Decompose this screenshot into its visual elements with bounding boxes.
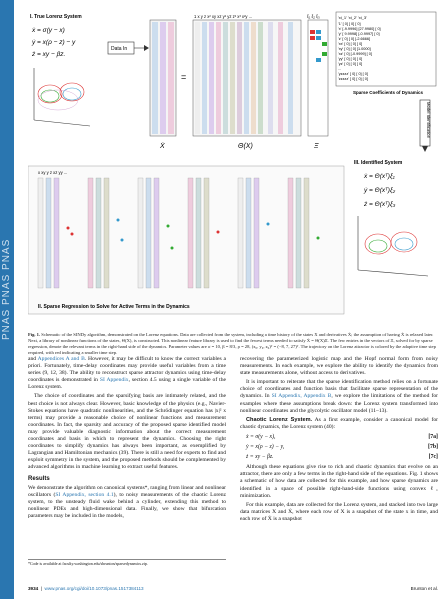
coefficient-row: 'yy' [ 0] [ 0] [ 0] bbox=[338, 57, 363, 61]
model-identification-label: Model Identification bbox=[426, 102, 431, 139]
coefficient-row: 'xz' [ 0] [-0.9999] [ 0] bbox=[338, 52, 372, 56]
si-appendix-link[interactable]: SI Appendix bbox=[99, 377, 129, 384]
footer-left: 3934 | www.pnas.org/cgi/doi/10.1073/pnas.1517384113 bbox=[28, 586, 144, 591]
left-paragraph-3 bbox=[28, 485, 226, 520]
panel-1-title: I. True Lorenz System bbox=[30, 14, 82, 20]
coefficient-header: 'xi_1' 'xi_2' 'xi_3' bbox=[338, 15, 367, 20]
coefficient-row: 'yz' [ 0] [ 0] [ 0] bbox=[338, 62, 363, 66]
true-eq-3: ż = xy − βz. bbox=[32, 51, 66, 58]
panel-2-title: II. Sparse Regression to Solve for Active Terms in the Dynamics bbox=[38, 304, 190, 310]
true-eq-2: ẏ = x(ρ − z) − y bbox=[32, 39, 76, 46]
theta-label: Θ(X) bbox=[238, 143, 253, 150]
text-run: . However, it may be difficult to know the correct variables a priori. Fortunately, time-delay coordinates may provide useful variables from a time series (9, 12, 38). The ability to reconstruct sparse attractor dynamics using time-delay coordinates is demonstrated in bbox=[28, 356, 226, 384]
caption-figure-number: Fig. 1. bbox=[28, 332, 41, 337]
identified-attractor-plot bbox=[358, 216, 428, 276]
sparse-coefficients-label: Sparse Coefficients of Dynamics bbox=[353, 90, 424, 95]
equation-number: [7a] bbox=[428, 433, 438, 440]
coefficient-row: ... bbox=[338, 67, 342, 71]
figure-1 bbox=[28, 8, 438, 330]
coefficient-row: 'xx' [ 0] [ 0] [ 0] bbox=[338, 42, 363, 46]
identified-eq-1: ẋ = Θ(xᵀ)ξ₁ bbox=[364, 173, 395, 180]
right-paragraph-3: Although these equations give rise to rich and chaotic dynamics that evolve on an attractor, there are only a few terms in the right-hand side of the equations. Fig. 1 shows a schematic of how data are collected for this example, and how sparse dynamics are identified in a space of possible right-hand-side functions using convex ℓ₁ minimization. bbox=[240, 464, 438, 499]
coefficient-row: 'yzzzz' [ 0] [ 0] [ 0] bbox=[338, 72, 368, 76]
lorenz-heading: Chaotic Lorenz System. bbox=[246, 416, 313, 423]
figure-1-graphic bbox=[28, 8, 438, 330]
equation-expression: ẏ = x(ρ − z) − y, bbox=[246, 444, 285, 451]
text-run: As a first example, consider a canonical model for chaotic dynamics, the Lorenz system (40): bbox=[240, 416, 438, 430]
text-run: It is important to reiterate that the sparse identification method relies on a fortunate choice of coordinates and function basis that facilitate sparse representation of the dynamics. In bbox=[240, 379, 438, 400]
right-paragraph-1: recovering the parameterized logistic map and the Hopf normal form from noisy measurements. In each example, we explore the ability to identify the dynamics from state measurements alone, without access to derivatives. bbox=[240, 356, 438, 377]
footnote: *Code is available at faculty.washington.edu/sbrunton/sparsedynamics.zip. bbox=[28, 559, 226, 566]
footer-authors: Brunton et al. bbox=[410, 586, 438, 591]
left-paragraph-2: The choice of coordinates and the sparsifying basis are intimately related, and the best choice is not always clear. However, basic knowledge of the physics (e.g., Navier-Stokes equations have quadratic nonlinearities, and the Schrödinger equation has |x|² x terms) may provide a reasonable choice of nonlinear functions and measurement coordinates. In fact, the sparsity and accuracy of the proposed sparse identified model may provide valuable diagnostic information about the correct measurement coordinates and basis in which to represent the dynamics. Choosing the right coordinates to simplify dynamics has always been important, as exemplified by Lagrangian and Hamiltonian mechanics (39). There is still a need for experts to find and exploit symmetry in the system, and the proposed methods should be complemented by advanced algorithms in machine learning to extract useful features. bbox=[28, 393, 226, 471]
figure-caption bbox=[28, 332, 438, 356]
data-in-label: Data In bbox=[111, 46, 128, 52]
equation-7a bbox=[246, 434, 438, 441]
text-run: , we explore the limitations of the method for examples where these assumptions break down: the Lorenz system transformed into nonlinear coordinates and the glycolytic oscillator model (11–13). bbox=[240, 393, 438, 414]
lorenz-attractor-plot bbox=[34, 68, 90, 126]
right-paragraph-2 bbox=[240, 379, 438, 414]
coefficient-row: 'xy' [ 0] [ 0] [1.0000] bbox=[338, 47, 371, 51]
coefficient-row: 'z' [ 0] [ 0] [-2.6666] bbox=[338, 37, 371, 41]
xdot-columns bbox=[152, 22, 174, 134]
page-footer bbox=[28, 586, 438, 591]
left-column bbox=[28, 356, 226, 522]
equation-number: [7b] bbox=[428, 444, 438, 451]
coefficient-row: '1' [ 0] [ 0] [ 0] bbox=[338, 22, 361, 26]
si-appendix-link[interactable]: SI Appendix, section 4.1 bbox=[55, 491, 114, 498]
sparse-column-labels: x xy y z xz yy ... bbox=[38, 170, 68, 175]
coefficient-row: 'y' [ 9.9998] [-0.9997] [ 0] bbox=[338, 32, 380, 36]
theta-column-labels: 1 x y z x² xy xz y² yz z² x³ x²y ... bbox=[194, 14, 253, 19]
equation-number: [7c] bbox=[428, 454, 438, 461]
text-run: ), to noisy measurements of the chaotic Lorenz system, to the unsteady fluid wake behind a cylinder, extending this method to nonlinear PDEs and high-dimensional data. Finally, we show that bifurcation parameters may be included in the models, bbox=[28, 491, 226, 519]
theta-columns bbox=[195, 22, 293, 134]
results-heading: Results bbox=[28, 475, 50, 482]
si-appendix-link[interactable]: SI Appendix, Appendix B bbox=[271, 393, 332, 400]
page-number: 3934 bbox=[28, 586, 39, 591]
si-appendix-link[interactable]: Appendices A and B bbox=[37, 356, 85, 362]
text-run: and bbox=[28, 356, 38, 362]
xdot-label: Ẋ bbox=[160, 143, 165, 150]
identified-eq-2: ẏ = Θ(xᵀ)ξ₂ bbox=[364, 187, 396, 194]
equation-7c bbox=[246, 454, 438, 461]
doi-link[interactable]: www.pnas.org/cgi/doi/10.1073/pnas.1517384113 bbox=[44, 586, 144, 591]
equation-expression: ẋ = σ(y − x), bbox=[246, 433, 276, 440]
right-column bbox=[240, 356, 438, 525]
coefficient-row: 'x' [-9.9996] [27.9980] [ 0] bbox=[338, 27, 381, 31]
equals-sign: = bbox=[181, 72, 187, 82]
coefficient-row: 'zzzzz' [ 0] [ 0] [ 0] bbox=[338, 77, 368, 81]
journal-sidebar-text: PNAS PNAS PNAS bbox=[1, 238, 12, 340]
panel-3-title: III. Identified System bbox=[354, 160, 403, 166]
true-eq-1: ẋ = σ(y − x) bbox=[32, 27, 65, 34]
right-paragraph-4: For this example, data are collected for the Lorenz system, and stacked into two large data matrices X and Ẋ, where each row of X is a snapshot of the state x in time, and each row of Ẋ is a snapshot bbox=[240, 501, 438, 522]
left-paragraph-1 bbox=[28, 356, 226, 391]
text-run: We demonstrate the algorithm on canonical systems*, ranging from linear and nonlinear oscillators ( bbox=[28, 484, 226, 498]
text-run: , section 4.5 using a single variable of the Lorenz system. bbox=[28, 377, 226, 391]
identified-eq-3: ż = Θ(xᵀ)ξ₃ bbox=[364, 201, 396, 208]
caption-text: Schematic of the SINDy algorithm, demonstrated on the Lorenz equations. Data are collected from the system, including a time history of the states X and derivatives Ẋ; the assumption of having Ẋ is relaxed later. Next, a library of nonlinear functions of the states, Θ(X), is constructed. This nonlinear feature library is used to find the fewest terms needed to satisfy Ẋ = Θ(X)Ξ. The few entries in the vectors of Ξ, solved for by sparse regression, denote the relevant terms in the right-hand side of the dynamics. Parameter values are σ = 10, β = 8/3, ρ = 28, (x₀, y₀, z₀)ᵀ = (−8, 7, 27)ᵀ. The trajectory on the Lorenz attractor is colored by the adaptive time step required, with red indicating a smaller time step. bbox=[28, 332, 436, 355]
journal-sidebar bbox=[0, 0, 14, 599]
xi-label: Ξ bbox=[314, 143, 319, 150]
equation-7b bbox=[246, 444, 438, 451]
equation-expression: ż = xy − βz. bbox=[246, 454, 274, 461]
xi-column-labels: ξ₁ ξ₂ ξ₃ bbox=[307, 14, 320, 19]
lorenz-paragraph bbox=[240, 417, 438, 431]
